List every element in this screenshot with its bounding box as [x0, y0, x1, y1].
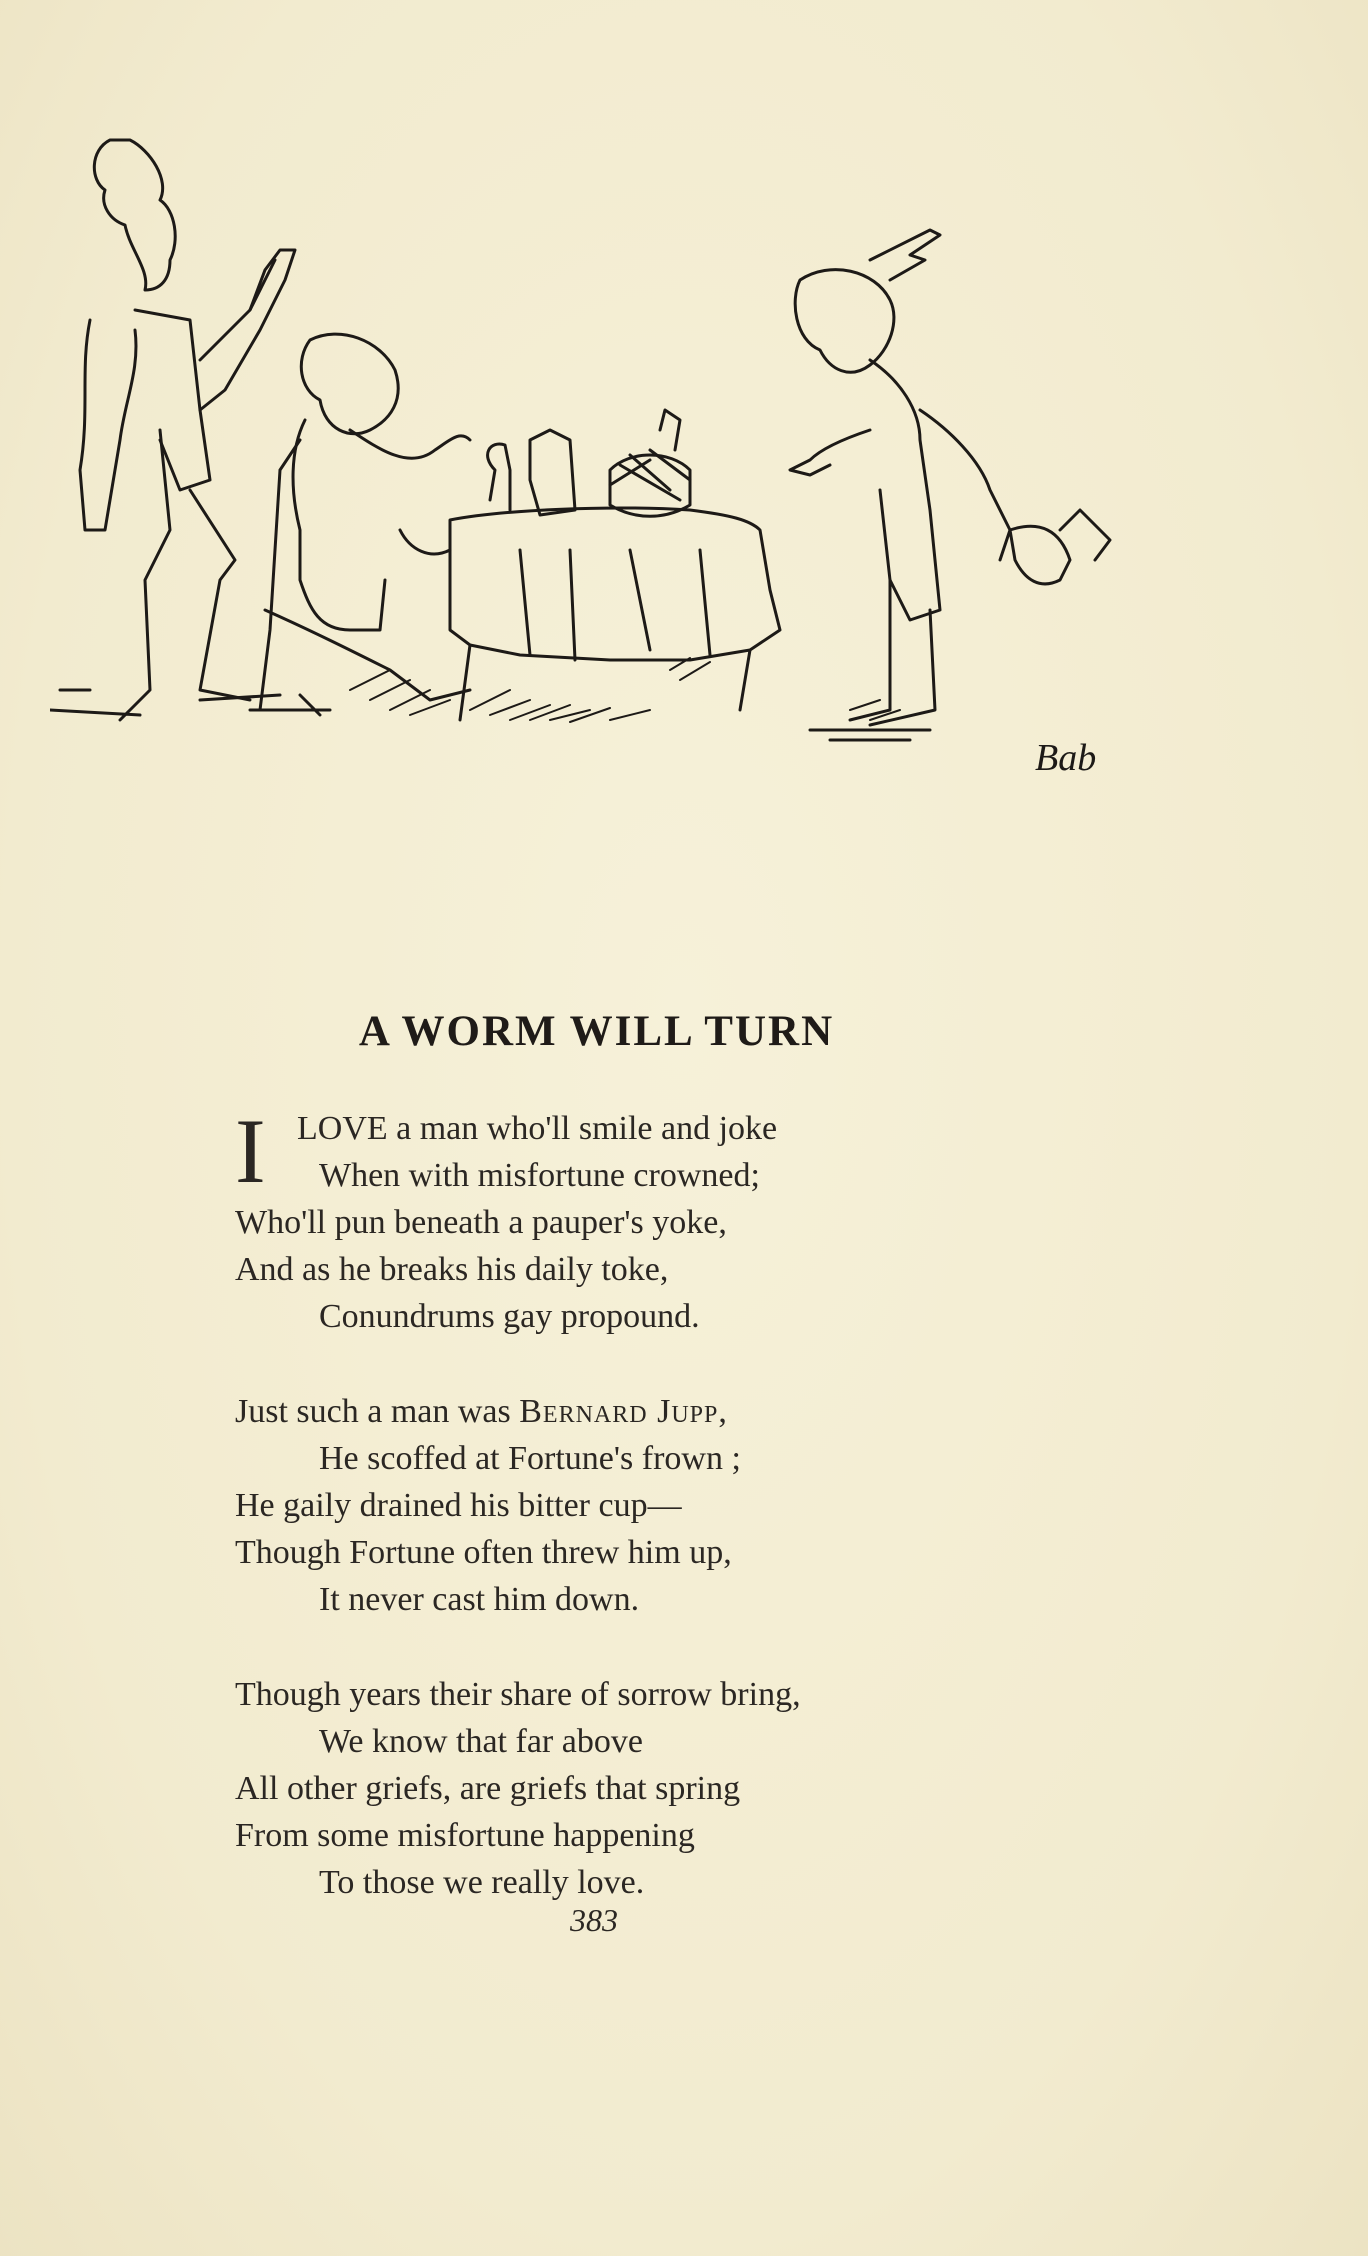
table	[400, 410, 780, 720]
poem-title-text: A WORM WILL TURN	[358, 1007, 835, 1055]
illustration	[50, 110, 1130, 840]
poem-line: Though Fortune often threw him up,	[235, 1534, 732, 1571]
artist-signature: Bab	[1035, 737, 1097, 779]
page-number-text: 383	[570, 1902, 618, 1938]
line-text: LOVE a man who'll smile and joke	[297, 1110, 778, 1147]
poem-line: Who'll pun beneath a pauper's yoke,	[235, 1204, 727, 1241]
seated-man	[250, 334, 470, 715]
poem-body	[235, 1100, 1055, 1954]
poem-title	[0, 1007, 1368, 1056]
poem-line: When with misfortune crowned;	[319, 1157, 760, 1194]
drop-cap: I	[235, 1100, 266, 1202]
poem-line: Conundrums gay propound.	[319, 1298, 700, 1335]
poem-line: And as he breaks his daily toke,	[235, 1251, 669, 1288]
floor-hatching	[350, 658, 900, 722]
poem-line: Though years their share of sorrow bring,	[235, 1676, 801, 1713]
poem-line: From some misfortune happening	[235, 1817, 695, 1854]
poem-line: All other griefs, are griefs that spring	[235, 1770, 741, 1807]
poem-line: He scoffed at Fortune's frown ;	[319, 1440, 741, 1477]
line-text: Just such a man was	[235, 1393, 520, 1430]
stanza-3	[235, 1671, 1055, 1906]
poem-line: To those we really love.	[319, 1864, 645, 1901]
bowing-man-with-hat	[790, 230, 1110, 740]
poem-line: It never cast him down.	[319, 1581, 640, 1618]
stanza-1	[235, 1100, 1055, 1340]
poem-line: We know that far above	[319, 1723, 643, 1760]
line-text: ,	[718, 1393, 727, 1430]
dinner-scene-drawing	[50, 110, 1130, 840]
character-name: Bernard Jupp	[519, 1393, 719, 1430]
page-number	[0, 1902, 1368, 1939]
poem-line	[235, 1388, 1055, 1435]
stanza-2	[235, 1388, 1055, 1623]
standing-man-with-bottle	[50, 140, 295, 720]
poem-line: He gaily drained his bitter cup—	[235, 1487, 682, 1524]
